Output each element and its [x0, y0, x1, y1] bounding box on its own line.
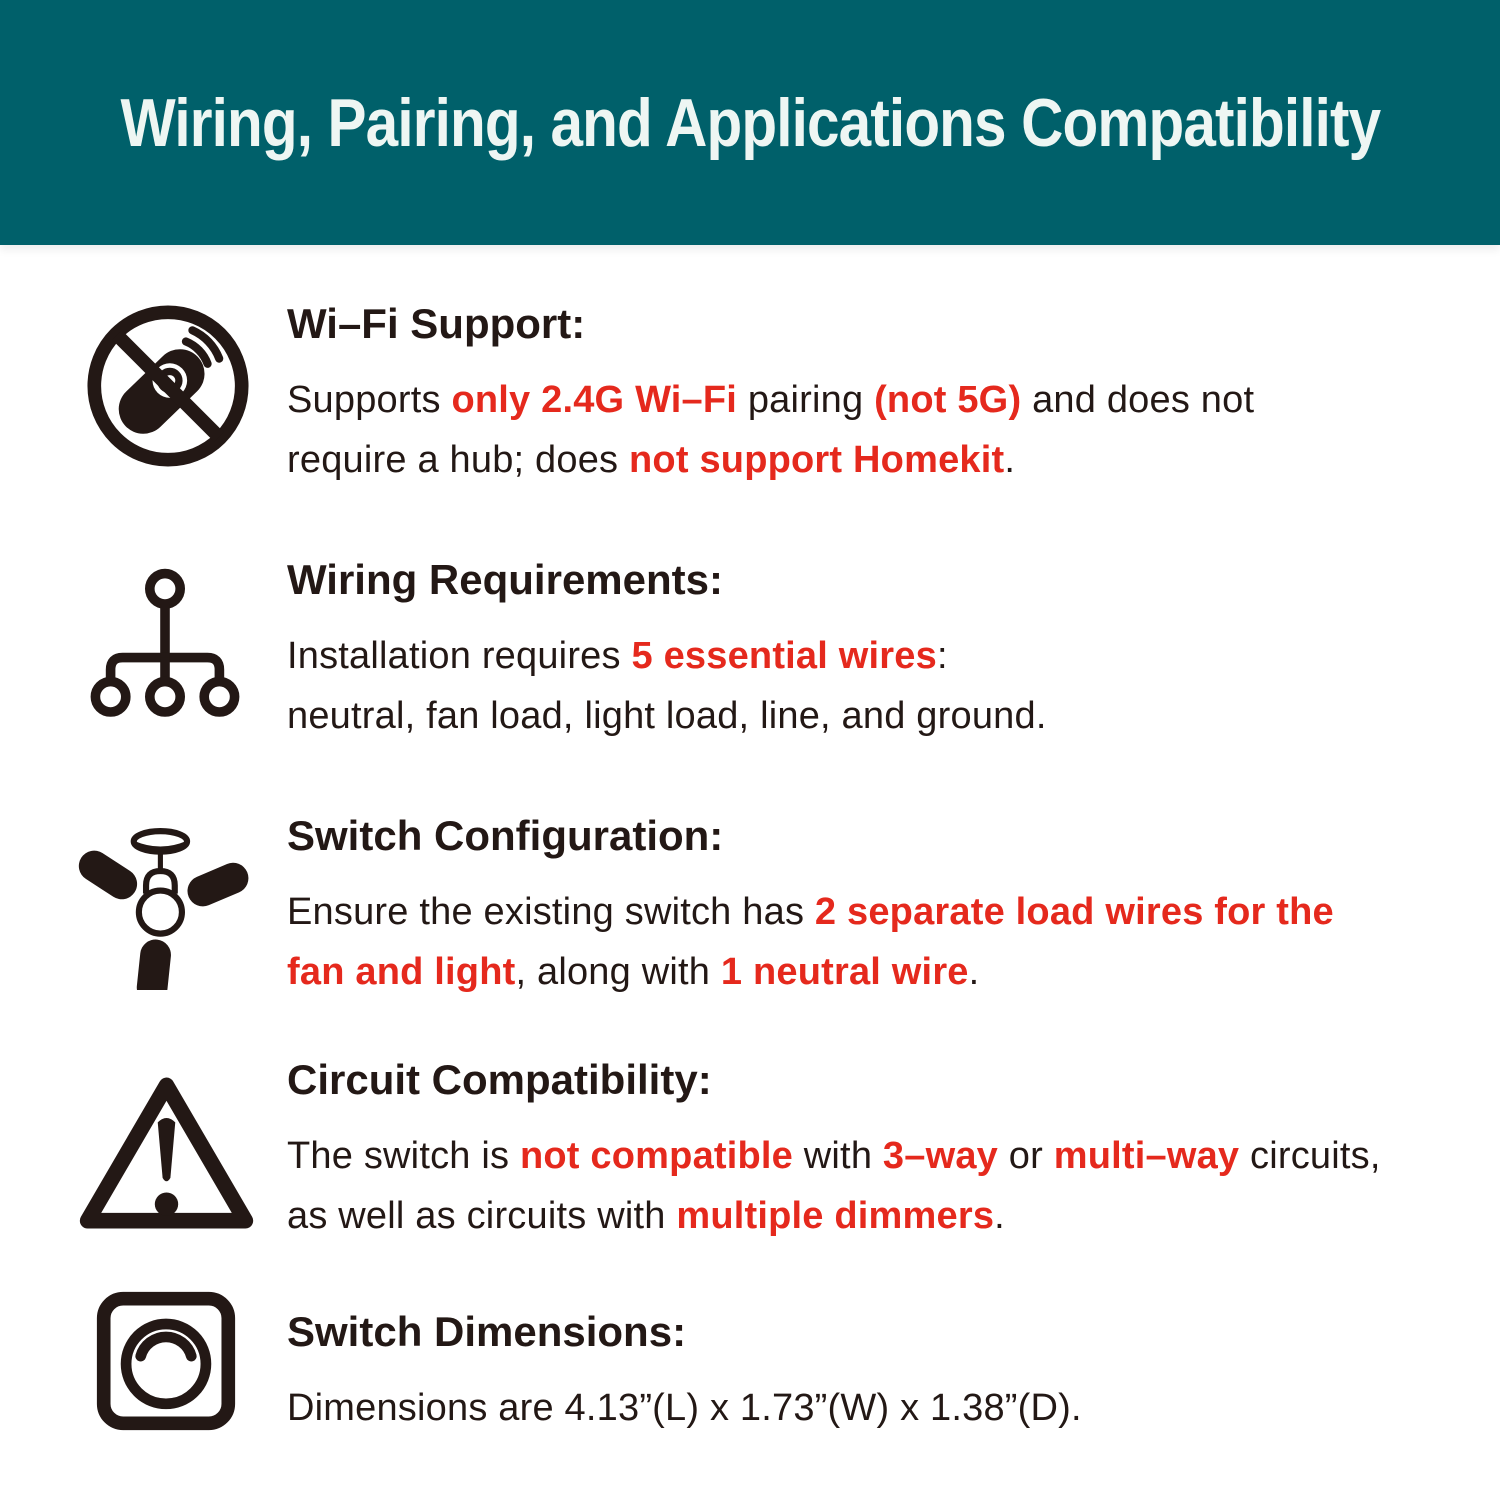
section-content [287, 1308, 1470, 1438]
body-text: The switch is [287, 1135, 520, 1177]
body-text: Installation requires [287, 635, 632, 677]
highlight-text: multiple dimmers [676, 1195, 995, 1237]
body-text: . [994, 1195, 1005, 1237]
section-content [287, 300, 1470, 490]
ceiling-fan-icon [62, 826, 267, 990]
section-heading: Circuit Compatibility: [287, 1056, 712, 1103]
highlight-text: only 2.4G Wi–Fi [451, 379, 738, 421]
section-wiring-requirements [0, 556, 1500, 746]
highlight-text: 5 essential wires [631, 635, 937, 677]
body-text: or [998, 1135, 1054, 1177]
highlight-text: multi–way [1053, 1135, 1240, 1177]
dimmer-knob-icon [93, 1288, 239, 1434]
section-wifi-support [0, 300, 1500, 490]
section-heading: Switch Dimensions: [287, 1308, 687, 1355]
warning-triangle-icon [69, 1062, 264, 1247]
section-content [287, 812, 1470, 1002]
highlight-text: fan and light [287, 951, 516, 993]
section-body [287, 370, 1470, 490]
body-text: and does not [1021, 379, 1255, 421]
section-content [287, 1056, 1470, 1246]
section-heading: Wi–Fi Support: [287, 300, 586, 347]
body-text: . [968, 951, 980, 993]
header-banner [0, 0, 1500, 245]
section-circuit-compatibility [0, 1056, 1500, 1246]
section-body [287, 1126, 1470, 1246]
highlight-text: (not 5G) [874, 379, 1022, 421]
section-content [287, 556, 1470, 746]
body-text: , along with [515, 951, 721, 993]
section-body [287, 882, 1470, 1002]
highlight-text: 3–way [882, 1135, 999, 1177]
highlight-text: 2 separate load wires for the [814, 891, 1334, 933]
highlight-text: not compatible [519, 1135, 794, 1177]
body-text: : [936, 635, 948, 677]
body-text: . [1004, 439, 1016, 481]
body-text: Supports [287, 379, 452, 421]
body-text: Ensure the existing switch has [287, 891, 815, 933]
section-switch-configuration [0, 812, 1500, 1002]
highlight-text: not support Homekit [629, 439, 1005, 481]
section-heading: Wiring Requirements: [287, 556, 723, 603]
body-text: with [793, 1135, 883, 1177]
section-body [287, 626, 1470, 746]
body-text: neutral, fan load, light load, line, and ground. [287, 695, 1047, 737]
page-title: Wiring, Pairing, and Applications Compatibility [120, 84, 1380, 161]
body-text: pairing [737, 379, 875, 421]
wiring-tree-icon [85, 560, 245, 720]
body-text: require a hub; does [287, 439, 630, 481]
highlight-text: 1 neutral wire [720, 951, 969, 993]
body-text: circuits, [1239, 1135, 1381, 1177]
section-heading: Switch Configuration: [287, 812, 724, 859]
body-text: Dimensions are 4.13”(L) x 1.73”(W) x 1.38”(D). [287, 1387, 1082, 1429]
section-switch-dimensions [0, 1308, 1500, 1438]
body-text: as well as circuits with [287, 1195, 677, 1237]
section-body [287, 1378, 1470, 1438]
no-remote-icon [77, 295, 259, 477]
